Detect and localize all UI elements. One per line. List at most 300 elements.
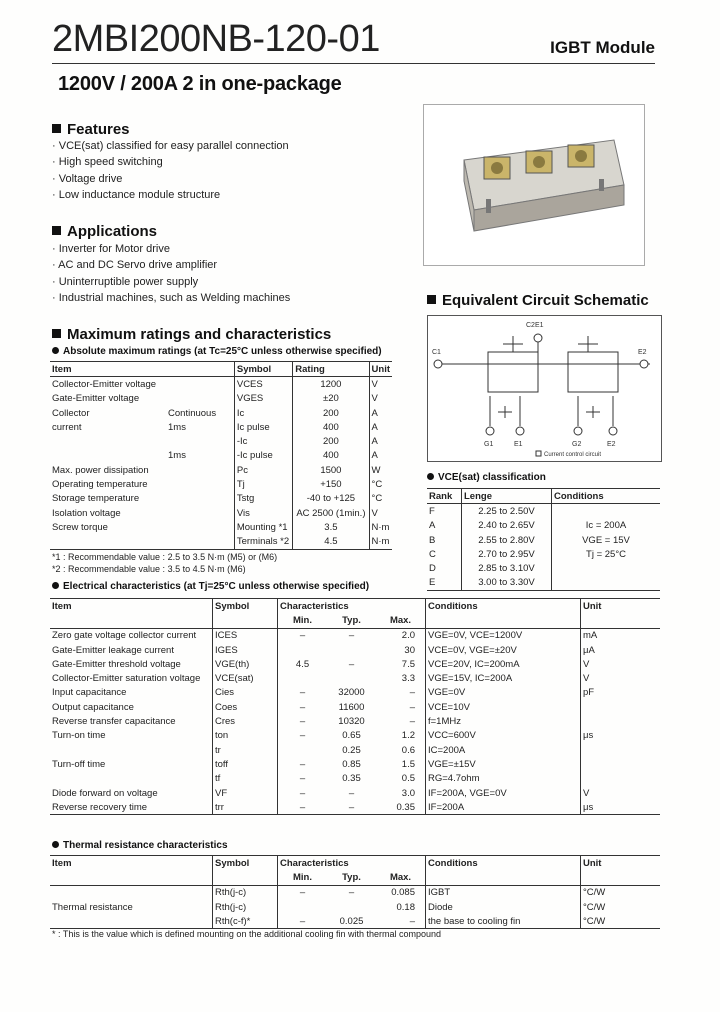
table-cell: Tj = 25°C	[552, 547, 661, 561]
table-row	[427, 519, 660, 533]
table-cell: -Ic pulse	[234, 449, 292, 463]
table-cell: μs	[581, 729, 661, 743]
module-type: IGBT Module	[550, 38, 655, 57]
applications-list	[52, 241, 290, 306]
table-cell: Rth(j-c)	[213, 900, 278, 914]
table-cell: VCE=10V	[426, 700, 581, 714]
table-cell: Collector-Emitter saturation voltage	[52, 673, 201, 685]
table-cell	[327, 671, 376, 685]
table-cell	[50, 772, 213, 786]
table-cell	[158, 535, 234, 550]
table-cell: VCES	[234, 377, 292, 392]
table-cell: Ic = 200A	[552, 519, 661, 533]
table-header	[581, 870, 661, 885]
table-cell: Tj	[234, 477, 292, 491]
table-row	[427, 533, 660, 547]
table-row	[50, 914, 660, 929]
table-cell: W	[369, 463, 392, 477]
table-cell: VCE=0V, VGE=±20V	[426, 643, 581, 657]
table-cell: A	[369, 434, 392, 448]
table-cell: 4.5	[293, 535, 369, 550]
thermal-table	[50, 855, 660, 929]
table-cell: –	[348, 630, 355, 642]
table-cell: AC 2500 (1min.)	[293, 506, 369, 520]
table-row	[50, 786, 660, 800]
abs-max-subtitle: Absolute maximum ratings (at Tc=25°C unless otherwise specified)	[63, 346, 382, 357]
table-cell: 0.35	[396, 801, 415, 813]
features-heading	[52, 121, 130, 138]
subtitle: 1200V / 200A 2 in one-package	[58, 73, 342, 95]
table-cell: B	[429, 534, 436, 546]
table-row	[50, 420, 392, 434]
table-cell: –	[278, 786, 328, 800]
table-cell: A	[429, 520, 436, 532]
table-cell: 2.0	[401, 630, 415, 642]
table-cell: VF	[213, 786, 278, 800]
table-row	[427, 561, 660, 575]
table-cell: IGES	[213, 643, 278, 657]
table-header	[50, 613, 213, 628]
table-cell: Pc	[234, 463, 292, 477]
table-cell: F	[429, 505, 435, 517]
table-cell: f=1MHz	[426, 714, 581, 728]
table-row	[50, 743, 660, 757]
table-cell: 3.5	[293, 520, 369, 534]
table-header	[426, 870, 581, 885]
table-cell: –	[409, 915, 415, 927]
table-row	[50, 434, 392, 448]
label-e2-bottom: E2	[607, 441, 616, 448]
table-cell: -40 to +125	[293, 492, 369, 506]
table-row	[50, 671, 660, 685]
table-header	[213, 870, 278, 885]
table-cell: VCE=20V, IC=200mA	[426, 657, 581, 671]
table-row	[50, 757, 660, 771]
list-item: · Inverter for Motor drive	[52, 241, 290, 257]
table-header: Unit	[581, 599, 661, 614]
table-cell: ±20	[293, 392, 369, 406]
table-cell	[50, 885, 213, 900]
square-bullet-icon	[427, 295, 436, 304]
table-cell: Reverse transfer capacitance	[52, 716, 176, 728]
thermal-note: * : This is the value which is defined mounting on the additional cooling fin with thermal compound	[52, 929, 442, 939]
table-cell	[158, 506, 234, 520]
table-header	[50, 870, 213, 885]
table-cell: Rth(c-f)*	[213, 914, 278, 929]
list-item: · AC and DC Servo drive amplifier	[52, 257, 290, 273]
square-bullet-icon	[52, 124, 61, 133]
table-cell: VGE=±15V	[426, 757, 581, 771]
table-row	[50, 377, 392, 392]
note-1: *1 : Recommendable value : 2.5 to 3.5 N·m (M5) or (M6)	[52, 552, 278, 562]
applications-title: Applications	[67, 223, 158, 240]
table-cell: the base to cooling fin	[426, 914, 581, 929]
table-cell: ICES	[213, 628, 278, 643]
table-row	[50, 686, 660, 700]
abs-max-heading	[52, 346, 382, 357]
table-cell: Max. power dissipation	[52, 464, 149, 476]
table-cell: 0.085	[391, 887, 415, 899]
vce-classification-heading	[427, 472, 546, 483]
table-cell	[581, 757, 661, 771]
table-cell: 200	[293, 434, 369, 448]
table-cell: Storage temperature	[52, 493, 140, 505]
table-cell: 3.0	[401, 787, 415, 799]
table-cell: –	[278, 628, 328, 643]
table-cell: E	[429, 577, 436, 589]
table-cell	[158, 477, 234, 491]
table-cell: –	[348, 787, 355, 799]
table-cell: 0.85	[342, 758, 361, 770]
table-cell	[581, 772, 661, 786]
table-cell: 0.65	[342, 730, 361, 742]
table-cell	[158, 492, 234, 506]
table-cell: 7.5	[401, 658, 415, 670]
table-cell: Diode	[426, 900, 581, 914]
circuit-caption: Current control circuit	[544, 452, 602, 458]
table-cell: 30	[404, 644, 415, 656]
table-header: Conditions	[426, 856, 581, 871]
table-cell: –	[278, 700, 328, 714]
label-c1: C1	[432, 349, 441, 356]
table-cell	[581, 714, 661, 728]
table-row	[427, 576, 660, 591]
table-cell	[327, 900, 376, 914]
table-cell	[158, 463, 234, 477]
table-cell: °C/W	[581, 914, 661, 929]
list-item: · Uninterruptible power supply	[52, 274, 290, 290]
table-header: Symbol	[213, 856, 278, 871]
table-cell	[581, 743, 661, 757]
features-list	[52, 138, 289, 203]
table-cell: tf	[213, 772, 278, 786]
table-cell: Turn-on time	[52, 730, 106, 742]
table-cell: N·m	[369, 535, 392, 550]
table-cell: Tstg	[234, 492, 292, 506]
table-cell: Diode forward on voltage	[52, 787, 158, 799]
table-cell: Ic pulse	[234, 420, 292, 434]
table-cell: IF=200A	[426, 800, 581, 815]
table-cell: –	[278, 757, 328, 771]
table-row	[50, 406, 392, 420]
table-header	[581, 613, 661, 628]
table-row	[50, 492, 392, 506]
table-row	[50, 900, 660, 914]
table-cell: Continuous	[168, 407, 217, 419]
header-divider	[52, 63, 655, 64]
table-cell	[158, 377, 234, 392]
label-c2e1: C2E1	[526, 322, 544, 329]
table-cell: 2.55 to 2.80V	[462, 533, 552, 547]
table-header: Rank	[429, 490, 453, 502]
table-cell	[278, 743, 328, 757]
table-header: Max.	[389, 614, 412, 626]
list-item: · Low inductance module structure	[52, 187, 289, 203]
table-cell	[278, 671, 328, 685]
table-header: Symbol	[213, 599, 278, 614]
table-cell	[50, 535, 158, 550]
table-cell: μA	[581, 643, 661, 657]
module-photo	[423, 104, 645, 266]
table-row	[50, 714, 660, 728]
table-row	[50, 628, 660, 643]
electrical-title: Electrical characteristics (at Tj=25°C unless otherwise specified)	[63, 581, 370, 592]
table-header: Symbol	[234, 362, 292, 377]
table-cell: V	[581, 786, 661, 800]
table-cell: IF=200A, VGE=0V	[426, 786, 581, 800]
table-cell: VGE=15V, IC=200A	[426, 671, 581, 685]
table-header: Unit	[581, 856, 661, 871]
table-cell: Mounting *1	[234, 520, 292, 534]
table-header: Min.	[278, 870, 328, 885]
table-header: Conditions	[552, 489, 661, 504]
table-cell: 2.70 to 2.95V	[462, 547, 552, 561]
table-cell: D	[429, 563, 436, 575]
table-cell: –	[348, 801, 355, 813]
table-header: Lenge	[462, 489, 552, 504]
table-cell: ton	[213, 729, 278, 743]
table-header: Unit	[369, 362, 392, 377]
table-cell: °C/W	[581, 885, 661, 900]
table-cell: Reverse recovery time	[52, 801, 148, 813]
table-cell: Vis	[234, 506, 292, 520]
table-cell: Screw torque	[52, 521, 108, 533]
table-cell: Gate-Emitter threshold voltage	[52, 658, 181, 670]
table-row	[50, 392, 392, 406]
table-header: Min.	[278, 613, 328, 628]
table-cell: Operating temperature	[52, 479, 148, 491]
table-cell: 2.25 to 2.50V	[462, 504, 552, 519]
table-cell: –	[278, 729, 328, 743]
table-cell: 2.85 to 3.10V	[462, 561, 552, 575]
table-cell: 400	[293, 449, 369, 463]
list-item: · High speed switching	[52, 154, 289, 170]
dot-bullet-icon	[52, 347, 59, 354]
table-cell: Input capacitance	[52, 687, 127, 699]
table-cell: A	[369, 406, 392, 420]
table-cell: 0.18	[396, 901, 415, 913]
table-row	[50, 506, 392, 520]
table-cell: 4.5	[278, 657, 328, 671]
features-title: Features	[67, 121, 130, 138]
table-cell: Collector	[52, 407, 90, 419]
table-cell	[552, 561, 661, 575]
table-row	[50, 657, 660, 671]
applications-heading	[52, 223, 157, 240]
table-cell: A	[369, 420, 392, 434]
label-g1: G1	[484, 441, 494, 448]
list-item: · Voltage drive	[52, 171, 289, 187]
table-cell: 32000	[338, 687, 365, 699]
table-cell	[158, 520, 234, 534]
table-cell: Ic	[234, 406, 292, 420]
table-cell: –	[278, 686, 328, 700]
table-cell: 3.00 to 3.30V	[462, 576, 552, 591]
table-cell: Rth(j-c)	[213, 885, 278, 900]
table-header: Characteristics	[278, 856, 426, 871]
table-header: Typ.	[342, 614, 361, 626]
table-header: Item	[52, 363, 72, 375]
max-ratings-notes	[52, 551, 277, 575]
table-cell: 1.5	[401, 758, 415, 770]
table-cell: Terminals *2	[234, 535, 292, 550]
table-row	[50, 772, 660, 786]
circuit-title: Equivalent Circuit Schematic	[442, 292, 649, 309]
label-e1: E1	[514, 441, 523, 448]
table-cell: Isolation voltage	[52, 507, 121, 519]
table-cell: 1ms	[168, 421, 186, 433]
table-cell: –	[278, 914, 328, 929]
circuit-heading	[427, 292, 649, 309]
table-row	[50, 477, 392, 491]
table-header: Max.	[389, 871, 412, 883]
table-cell: 0.025	[339, 915, 364, 927]
table-cell	[552, 504, 661, 519]
table-cell: tr	[213, 743, 278, 757]
table-cell: VGE = 15V	[552, 533, 661, 547]
table-cell: 400	[293, 420, 369, 434]
table-cell: 3.3	[401, 673, 415, 685]
thermal-title: Thermal resistance characteristics	[63, 840, 228, 851]
table-cell: Zero gate voltage collector current	[52, 630, 197, 642]
table-cell: 1.2	[401, 730, 415, 742]
table-cell: VGES	[234, 392, 292, 406]
table-cell: pF	[581, 686, 661, 700]
electrical-heading	[52, 581, 369, 592]
table-cell: °C	[369, 477, 392, 491]
label-g2: G2	[572, 441, 582, 448]
table-row	[50, 800, 660, 815]
table-row	[50, 520, 392, 534]
table-cell: μs	[581, 800, 661, 815]
table-cell: VGE(th)	[213, 657, 278, 671]
igbt-module-image	[424, 105, 644, 265]
table-cell: V	[369, 506, 392, 520]
table-cell: °C/W	[581, 900, 661, 914]
table-cell: 2.40 to 2.65V	[462, 519, 552, 533]
table-cell: Cies	[213, 686, 278, 700]
table-cell: VGE=0V, VCE=1200V	[426, 628, 581, 643]
table-cell: 200	[293, 406, 369, 420]
table-cell: mA	[581, 628, 661, 643]
table-cell: 0.5	[401, 773, 415, 785]
table-cell: –	[278, 714, 328, 728]
table-cell: V	[369, 377, 392, 392]
table-cell	[278, 643, 328, 657]
table-cell	[581, 700, 661, 714]
vce-classification-table	[427, 488, 660, 591]
table-cell: °C	[369, 492, 392, 506]
table-cell: 10320	[338, 716, 365, 728]
table-header: Rating	[293, 362, 369, 377]
table-cell: V	[581, 657, 661, 671]
note-2: *2 : Recommendable value : 3.5 to 4.5 N·m (M6)	[52, 564, 246, 574]
table-cell	[552, 576, 661, 591]
table-header: Conditions	[426, 599, 581, 614]
table-cell: Coes	[213, 700, 278, 714]
table-cell: VGE=0V	[426, 686, 581, 700]
table-row	[50, 885, 660, 900]
max-ratings-table	[50, 361, 392, 550]
table-row	[50, 535, 392, 550]
table-cell: V	[581, 671, 661, 685]
table-cell: Collector-Emitter voltage	[52, 378, 157, 390]
square-bullet-icon	[52, 226, 61, 235]
square-bullet-icon	[52, 329, 61, 338]
table-row	[427, 504, 660, 519]
table-cell: 11600	[338, 701, 365, 713]
table-cell: -Ic	[234, 434, 292, 448]
table-header: Item	[52, 857, 72, 869]
part-number: 2MBI200NB-120-01	[52, 18, 380, 60]
table-cell	[50, 434, 158, 448]
table-cell: current	[52, 421, 82, 433]
table-cell: C	[429, 548, 436, 560]
table-cell: Output capacitance	[52, 701, 134, 713]
table-header: Typ.	[342, 871, 361, 883]
list-item: · Industrial machines, such as Welding machines	[52, 290, 290, 306]
table-cell: 1500	[293, 463, 369, 477]
table-cell: IC=200A	[426, 743, 581, 757]
table-cell: –	[409, 701, 415, 713]
thermal-heading	[52, 840, 228, 851]
table-cell	[158, 392, 234, 406]
table-cell: 0.35	[342, 773, 361, 785]
table-header	[213, 613, 278, 628]
table-cell: –	[278, 800, 328, 815]
table-cell: IGBT	[426, 885, 581, 900]
circuit-schematic	[427, 315, 662, 462]
table-cell	[50, 914, 213, 929]
circuit-diagram	[428, 316, 661, 461]
table-cell: Thermal resistance	[52, 901, 133, 913]
table-header: Item	[52, 600, 72, 612]
max-ratings-title: Maximum ratings and characteristics	[67, 326, 332, 343]
table-cell	[50, 743, 213, 757]
table-cell	[278, 900, 328, 914]
table-cell: toff	[213, 757, 278, 771]
dot-bullet-icon	[52, 582, 59, 589]
table-cell: 0.25	[342, 744, 361, 756]
table-row	[50, 643, 660, 657]
table-cell: –	[348, 658, 355, 670]
table-cell: VCC=600V	[426, 729, 581, 743]
table-row	[427, 547, 660, 561]
table-cell: –	[348, 887, 355, 899]
table-cell	[50, 449, 158, 463]
table-cell: trr	[213, 800, 278, 815]
dot-bullet-icon	[52, 841, 59, 848]
table-cell	[158, 434, 234, 448]
max-ratings-heading	[52, 326, 331, 343]
table-cell: V	[369, 392, 392, 406]
table-cell: 0.6	[401, 744, 415, 756]
dot-bullet-icon	[427, 473, 434, 480]
table-cell: Cres	[213, 714, 278, 728]
vce-classification-title: VCE(sat) classification	[438, 472, 546, 483]
table-cell: RG=4.7ohm	[426, 772, 581, 786]
table-cell: +150	[293, 477, 369, 491]
table-row	[50, 700, 660, 714]
table-cell	[327, 643, 376, 657]
table-cell: N·m	[369, 520, 392, 534]
table-cell: VCE(sat)	[213, 671, 278, 685]
table-cell: Gate-Emitter leakage current	[52, 644, 174, 656]
table-cell: 1200	[293, 377, 369, 392]
table-cell: –	[409, 716, 415, 728]
table-cell: Turn-off time	[52, 758, 106, 770]
list-item: · VCE(sat) classified for easy parallel connection	[52, 138, 289, 154]
